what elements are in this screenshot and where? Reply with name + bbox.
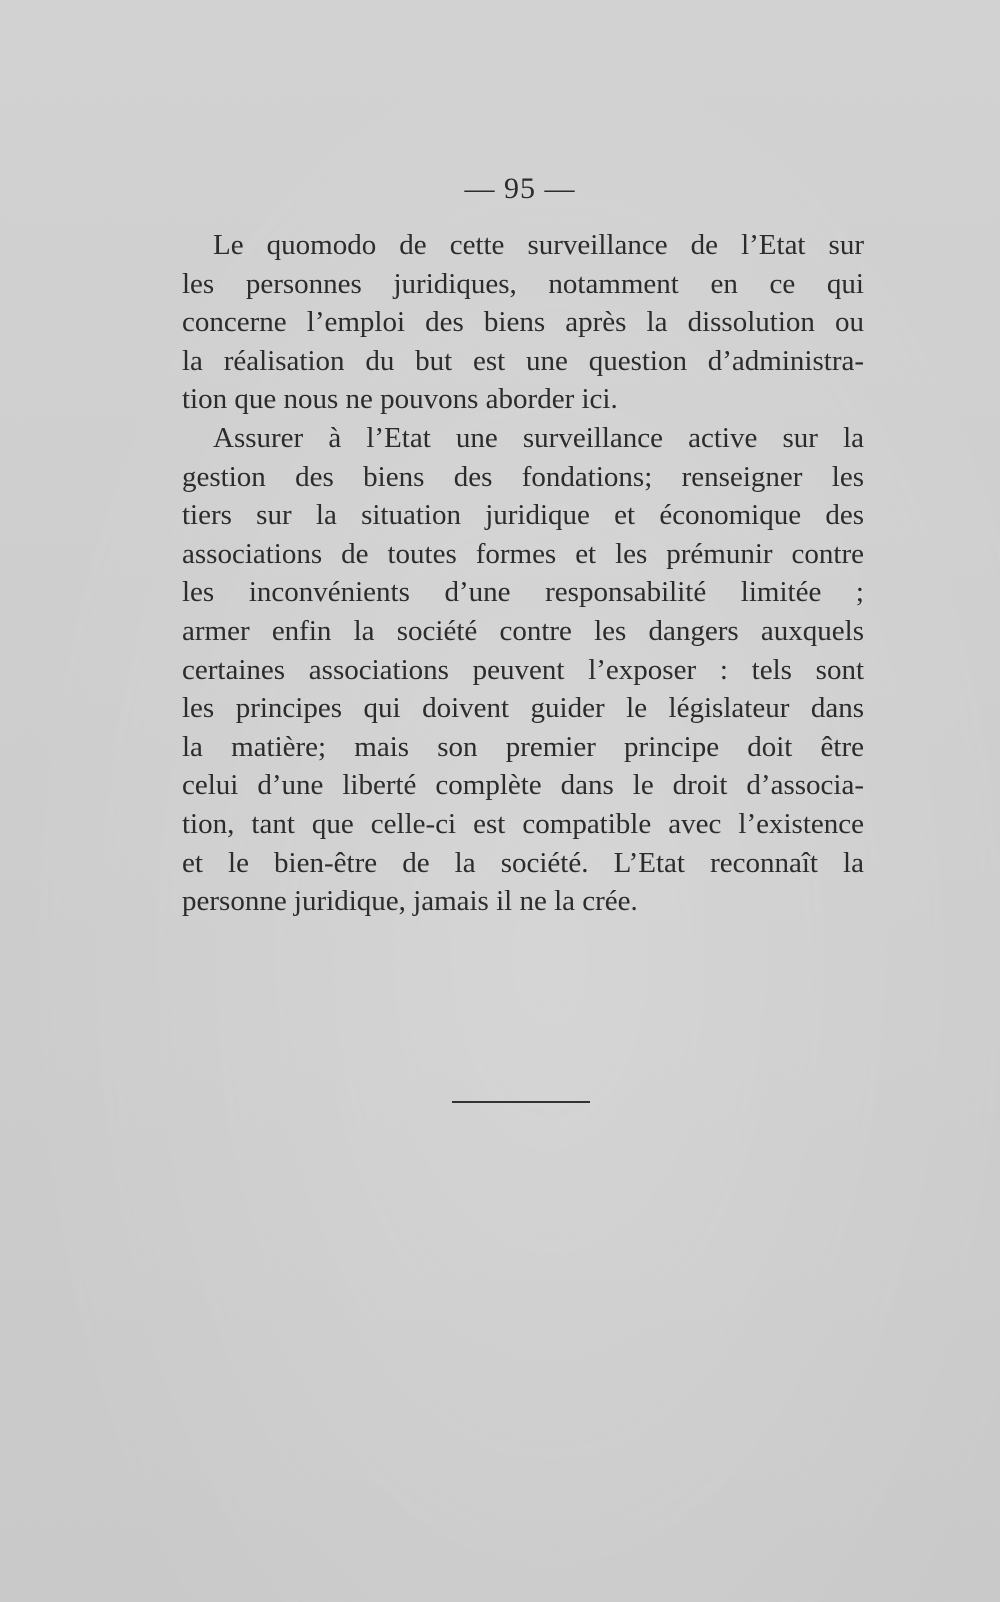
paragraph-2 — [182, 419, 864, 921]
body-text — [182, 226, 864, 921]
text-line: concerne l’emploi des biens après la dissolution ou — [182, 306, 864, 339]
text-line: tion, tant que celle-ci est compatible avec l’existence — [182, 807, 864, 840]
text-line: celui d’une liberté complète dans le droit d’associa- — [182, 769, 864, 802]
text-line: armer enfin la société contre les dangers auxquels — [182, 614, 864, 647]
end-divider-rule — [452, 1101, 590, 1103]
text-line: gestion des biens des fondations; renseigner les — [182, 460, 864, 493]
text-line: la matière; mais son premier principe doit être — [182, 730, 864, 763]
text-line: certaines associations peuvent l’exposer : tels sont — [182, 653, 864, 686]
text-line: la réalisation du but est une question d’administra- — [182, 344, 864, 377]
paragraph-1 — [182, 226, 864, 419]
text-line: les principes qui doivent guider le législateur dans — [182, 692, 864, 725]
text-line: personne juridique, jamais il ne la crée. — [182, 885, 638, 918]
text-line: associations de toutes formes et les prémunir contre — [182, 537, 864, 570]
text-line: tion que nous ne pouvons aborder ici. — [182, 383, 618, 416]
text-line: Le quomodo de cette surveillance de l’Etat sur — [213, 229, 864, 261]
text-line: les personnes juridiques, notamment en ce qui — [182, 267, 864, 300]
page-number: — 95 — — [464, 172, 576, 205]
text-line: Assurer à l’Etat une surveillance active sur la — [213, 421, 864, 454]
text-line: tiers sur la situation juridique et économique des — [182, 499, 864, 532]
text-line: les inconvénients d’une responsabilité limitée ; — [182, 576, 864, 609]
text-line: et le bien-être de la société. L’Etat reconnaît la — [182, 846, 864, 879]
